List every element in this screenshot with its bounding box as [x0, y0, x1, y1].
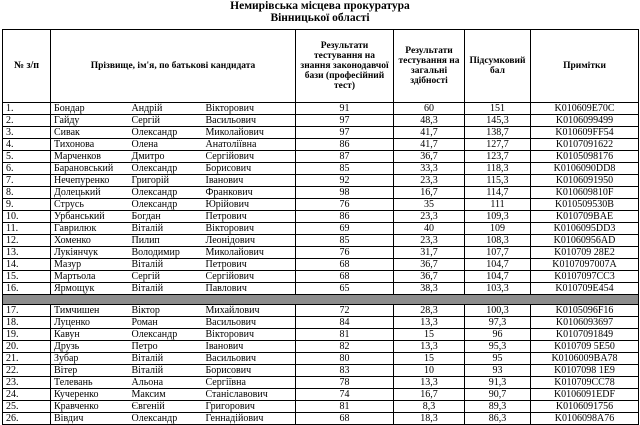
total-score: 96	[465, 329, 531, 341]
first-name: Віталій	[129, 223, 203, 235]
law-test-score: 81	[296, 401, 394, 413]
first-name: Олександр	[129, 413, 203, 425]
last-name: Струсь	[51, 199, 129, 211]
row-number: 4.	[3, 139, 51, 151]
general-test-score: 36,7	[394, 271, 465, 283]
first-name: Роман	[129, 317, 203, 329]
last-name: Лукіянчук	[51, 247, 129, 259]
table-row	[3, 329, 639, 341]
row-number: 19.	[3, 329, 51, 341]
patronymic: Васильович	[203, 353, 296, 365]
document-subtitle: Вінницької області	[270, 12, 370, 24]
last-name: Зубар	[51, 353, 129, 365]
table-row	[3, 283, 639, 295]
patronymic: Іванович	[203, 175, 296, 187]
law-test-score: 68	[296, 259, 394, 271]
first-name: Олександр	[129, 329, 203, 341]
table-row	[3, 341, 639, 353]
row-number: 24.	[3, 389, 51, 401]
general-test-score: 15	[394, 329, 465, 341]
patronymic: Франкович	[203, 187, 296, 199]
table-row	[3, 305, 639, 317]
table-row	[3, 211, 639, 223]
note-code: K010709BAE	[531, 211, 639, 223]
table-row	[3, 317, 639, 329]
first-name: Пилип	[129, 235, 203, 247]
table-row	[3, 247, 639, 259]
last-name: Телевань	[51, 377, 129, 389]
patronymic: Юрійович	[203, 199, 296, 211]
row-number: 3.	[3, 127, 51, 139]
law-test-score: 81	[296, 329, 394, 341]
patronymic: Васильович	[203, 317, 296, 329]
last-name: Кучеренко	[51, 389, 129, 401]
general-test-score: 48,3	[394, 115, 465, 127]
patronymic: Михайлович	[203, 305, 296, 317]
first-name: Олександр	[129, 199, 203, 211]
general-test-score: 10	[394, 365, 465, 377]
law-test-score: 80	[296, 353, 394, 365]
patronymic: Григорович	[203, 401, 296, 413]
law-test-score: 68	[296, 413, 394, 425]
total-score: 103,3	[465, 283, 531, 295]
law-test-score: 91	[296, 103, 394, 115]
note-code: K010709 5E50	[531, 341, 639, 353]
general-test-score: 16,7	[394, 187, 465, 199]
general-test-score: 36,7	[394, 259, 465, 271]
note-code: K0106093697	[531, 317, 639, 329]
note-code: K0106091EDF	[531, 389, 639, 401]
last-name: Хоменко	[51, 235, 129, 247]
patronymic: Вікторович	[203, 223, 296, 235]
row-number: 25.	[3, 401, 51, 413]
law-test-score: 83	[296, 365, 394, 377]
first-name: Олександр	[129, 127, 203, 139]
law-test-score: 86	[296, 139, 394, 151]
last-name: Луценко	[51, 317, 129, 329]
table-row	[3, 103, 639, 115]
patronymic: Миколайович	[203, 127, 296, 139]
patronymic: Станіславович	[203, 389, 296, 401]
total-score: 109	[465, 223, 531, 235]
row-number: 15.	[3, 271, 51, 283]
note-code: K010509530B	[531, 199, 639, 211]
law-test-score: 87	[296, 151, 394, 163]
row-number: 26.	[3, 413, 51, 425]
note-code: K010709 28E2	[531, 247, 639, 259]
note-code: K0107097CC3	[531, 271, 639, 283]
table-row	[3, 139, 639, 151]
row-number: 7.	[3, 175, 51, 187]
law-test-score: 76	[296, 247, 394, 259]
last-name: Барановський	[51, 163, 129, 175]
row-number: 5.	[3, 151, 51, 163]
table-row	[3, 259, 639, 271]
row-number: 1.	[3, 103, 51, 115]
note-code: K0106090DD8	[531, 163, 639, 175]
total-score: 91,3	[465, 377, 531, 389]
table-header-row	[3, 30, 639, 103]
law-test-score: 78	[296, 377, 394, 389]
general-test-score: 23,3	[394, 175, 465, 187]
row-number: 10.	[3, 211, 51, 223]
general-test-score: 33,3	[394, 163, 465, 175]
table-row	[3, 365, 639, 377]
law-test-score: 74	[296, 389, 394, 401]
total-score: 123,7	[465, 151, 531, 163]
last-name: Кавун	[51, 329, 129, 341]
header-total: Підсумковий бал	[465, 30, 531, 103]
last-name: Гайду	[51, 115, 129, 127]
general-test-score: 15	[394, 353, 465, 365]
note-code: K010709CC78	[531, 377, 639, 389]
general-test-score: 41,7	[394, 139, 465, 151]
first-name: Олександр	[129, 187, 203, 199]
patronymic: Геннадійович	[203, 413, 296, 425]
law-test-score: 86	[296, 211, 394, 223]
note-code: K0106098A76	[531, 413, 639, 425]
table-row	[3, 377, 639, 389]
note-code: K0106009BA78	[531, 353, 639, 365]
patronymic: Павлович	[203, 283, 296, 295]
patronymic: Вікторович	[203, 103, 296, 115]
table-row	[3, 353, 639, 365]
first-name: Віталій	[129, 283, 203, 295]
total-score: 104,7	[465, 259, 531, 271]
law-test-score: 69	[296, 223, 394, 235]
note-code: K0106099499	[531, 115, 639, 127]
first-name: Альона	[129, 377, 203, 389]
header-test-law: Результати тестування на знання законодавчої бази (професійний тест)	[296, 30, 394, 103]
note-code: K0107098 1E9	[531, 365, 639, 377]
total-score: 95,3	[465, 341, 531, 353]
law-test-score: 65	[296, 283, 394, 295]
first-name: Віталій	[129, 365, 203, 377]
last-name: Долецький	[51, 187, 129, 199]
header-notes: Примітки	[531, 30, 639, 103]
patronymic: Борисович	[203, 163, 296, 175]
total-score: 100,3	[465, 305, 531, 317]
header-test-general: Результати тестування на загальні здібності	[394, 30, 465, 103]
law-test-score: 97	[296, 127, 394, 139]
general-test-score: 36,7	[394, 151, 465, 163]
first-name: Сергій	[129, 115, 203, 127]
first-name: Євгеній	[129, 401, 203, 413]
table-row	[3, 401, 639, 413]
table-body	[3, 103, 639, 425]
first-name: Володимир	[129, 247, 203, 259]
first-name: Андрій	[129, 103, 203, 115]
patronymic: Леонідович	[203, 235, 296, 247]
first-name: Богдан	[129, 211, 203, 223]
note-code: K01060956AD	[531, 235, 639, 247]
note-code: K0105098176	[531, 151, 639, 163]
general-test-score: 13,3	[394, 341, 465, 353]
row-number: 20.	[3, 341, 51, 353]
document-title: Немирівська місцева прокуратура	[230, 0, 410, 12]
total-score: 118,3	[465, 163, 531, 175]
last-name: Гаврилюк	[51, 223, 129, 235]
law-test-score: 92	[296, 175, 394, 187]
general-test-score: 40	[394, 223, 465, 235]
total-score: 127,7	[465, 139, 531, 151]
total-score: 111	[465, 199, 531, 211]
note-code: K010609E70C	[531, 103, 639, 115]
first-name: Максим	[129, 389, 203, 401]
general-test-score: 13,3	[394, 317, 465, 329]
total-score: 107,7	[465, 247, 531, 259]
patronymic: Васильович	[203, 115, 296, 127]
row-number: 9.	[3, 199, 51, 211]
law-test-score: 72	[296, 305, 394, 317]
patronymic: Сергійович	[203, 271, 296, 283]
last-name: Нечепуренко	[51, 175, 129, 187]
patronymic: Сергіївна	[203, 377, 296, 389]
row-number: 11.	[3, 223, 51, 235]
total-score: 145,3	[465, 115, 531, 127]
note-code: K010709E454	[531, 283, 639, 295]
results-table	[2, 29, 639, 425]
total-score: 90,7	[465, 389, 531, 401]
row-number: 23.	[3, 377, 51, 389]
general-test-score: 23,3	[394, 211, 465, 223]
total-score: 86,3	[465, 413, 531, 425]
table-row	[3, 163, 639, 175]
patronymic: Петрович	[203, 211, 296, 223]
first-name: Віталій	[129, 259, 203, 271]
first-name: Віктор	[129, 305, 203, 317]
general-test-score: 16,7	[394, 389, 465, 401]
last-name: Кравченко	[51, 401, 129, 413]
note-code: K0107097007A	[531, 259, 639, 271]
separator-row	[3, 295, 639, 305]
note-code: K0106095DD3	[531, 223, 639, 235]
total-score: 108,3	[465, 235, 531, 247]
table-row	[3, 271, 639, 283]
total-score: 114,7	[465, 187, 531, 199]
first-name: Олександр	[129, 163, 203, 175]
last-name: Вівдич	[51, 413, 129, 425]
row-number: 12.	[3, 235, 51, 247]
separator-cell	[3, 295, 639, 305]
total-score: 151	[465, 103, 531, 115]
total-score: 89,3	[465, 401, 531, 413]
table-row	[3, 115, 639, 127]
row-number: 6.	[3, 163, 51, 175]
general-test-score: 35	[394, 199, 465, 211]
row-number: 13.	[3, 247, 51, 259]
law-test-score: 98	[296, 187, 394, 199]
last-name: Мазур	[51, 259, 129, 271]
table-row	[3, 413, 639, 425]
law-test-score: 85	[296, 163, 394, 175]
last-name: Тимчишен	[51, 305, 129, 317]
table-row	[3, 127, 639, 139]
note-code: K0107091622	[531, 139, 639, 151]
patronymic: Миколайович	[203, 247, 296, 259]
table-row	[3, 235, 639, 247]
table-row	[3, 187, 639, 199]
general-test-score: 28,3	[394, 305, 465, 317]
total-score: 115,3	[465, 175, 531, 187]
header-num: № з/п	[3, 30, 51, 103]
total-score: 138,7	[465, 127, 531, 139]
general-test-score: 41,7	[394, 127, 465, 139]
table-row	[3, 199, 639, 211]
row-number: 2.	[3, 115, 51, 127]
last-name: Урбанський	[51, 211, 129, 223]
table-row	[3, 223, 639, 235]
note-code: K0105096F16	[531, 305, 639, 317]
total-score: 109,3	[465, 211, 531, 223]
general-test-score: 60	[394, 103, 465, 115]
law-test-score: 82	[296, 341, 394, 353]
row-number: 14.	[3, 259, 51, 271]
general-test-score: 31,7	[394, 247, 465, 259]
note-code: K0107091849	[531, 329, 639, 341]
patronymic: Сергійович	[203, 151, 296, 163]
row-number: 16.	[3, 283, 51, 295]
last-name: Марченков	[51, 151, 129, 163]
note-code: K010609810F	[531, 187, 639, 199]
table-row	[3, 175, 639, 187]
general-test-score: 23,3	[394, 235, 465, 247]
row-number: 18.	[3, 317, 51, 329]
law-test-score: 68	[296, 271, 394, 283]
note-code: K0106091756	[531, 401, 639, 413]
note-code: K0106091950	[531, 175, 639, 187]
patronymic: Петрович	[203, 259, 296, 271]
patronymic: Іванович	[203, 341, 296, 353]
law-test-score: 85	[296, 235, 394, 247]
general-test-score: 13,3	[394, 377, 465, 389]
total-score: 104,7	[465, 271, 531, 283]
total-score: 97,3	[465, 317, 531, 329]
last-name: Бондар	[51, 103, 129, 115]
table-row	[3, 389, 639, 401]
law-test-score: 84	[296, 317, 394, 329]
total-score: 93	[465, 365, 531, 377]
first-name: Григорій	[129, 175, 203, 187]
first-name: Сергій	[129, 271, 203, 283]
last-name: Тихонова	[51, 139, 129, 151]
first-name: Дмитро	[129, 151, 203, 163]
total-score: 95	[465, 353, 531, 365]
row-number: 22.	[3, 365, 51, 377]
first-name: Олена	[129, 139, 203, 151]
last-name: Вітер	[51, 365, 129, 377]
law-test-score: 97	[296, 115, 394, 127]
last-name: Ярмощук	[51, 283, 129, 295]
row-number: 17.	[3, 305, 51, 317]
row-number: 8.	[3, 187, 51, 199]
last-name: Мартьола	[51, 271, 129, 283]
table-row	[3, 151, 639, 163]
general-test-score: 38,3	[394, 283, 465, 295]
first-name: Віталій	[129, 353, 203, 365]
last-name: Сивак	[51, 127, 129, 139]
patronymic: Вікторович	[203, 329, 296, 341]
row-number: 21.	[3, 353, 51, 365]
note-code: K010609FF54	[531, 127, 639, 139]
last-name: Друзь	[51, 341, 129, 353]
patronymic: Борисович	[203, 365, 296, 377]
general-test-score: 8,3	[394, 401, 465, 413]
general-test-score: 18,3	[394, 413, 465, 425]
first-name: Петро	[129, 341, 203, 353]
law-test-score: 76	[296, 199, 394, 211]
header-name: Прізвище, ім'я, по батькові кандидата	[51, 30, 296, 103]
patronymic: Анатоліївна	[203, 139, 296, 151]
